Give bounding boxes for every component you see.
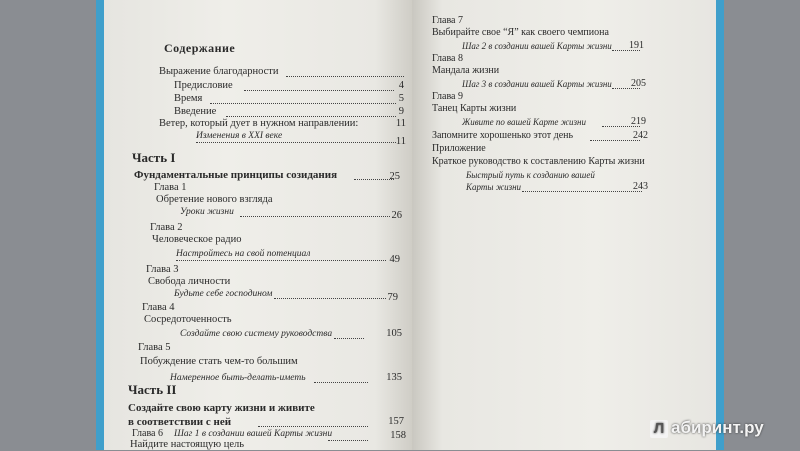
toc-entry: Запомните хорошенько этот день [432, 130, 574, 141]
chapter-label: Глава 7 [432, 15, 463, 26]
page-number: 5 [398, 93, 404, 104]
chapter-label: Глава 6 [132, 428, 163, 439]
chapter-title: Побуждение стать чем-то большим [140, 356, 298, 367]
chapter-subtitle: Шаг 3 в создании вашей Карты жизни [462, 79, 612, 89]
toc-entry: Ветер, который дует в нужном направлении: [159, 118, 359, 129]
chapter-title: Свобода личности [148, 276, 231, 287]
page-number: 49 [389, 254, 400, 265]
part-title: Фундаментальные принципы созидания [134, 169, 338, 181]
chapter-label: Глава 4 [142, 302, 175, 313]
part-label: Часть II [128, 382, 177, 397]
page-number: 135 [386, 372, 402, 383]
chapter-label: Глава 5 [138, 342, 171, 353]
page-number: 9 [398, 106, 404, 117]
chapter-title: Обретение нового взгляда [156, 194, 273, 205]
page-number: 158 [390, 430, 406, 441]
watermark [650, 418, 764, 438]
chapter-subtitle: Будьте себе господином [174, 289, 273, 299]
chapter-subtitle: Настройтесь на свой потенциал [176, 249, 311, 259]
chapter-subtitle: Шаг 2 в создании вашей Карты жизни [462, 41, 612, 51]
page-number: 105 [386, 328, 402, 339]
page-number: 157 [388, 416, 404, 427]
appendix-label: Приложение [432, 143, 486, 154]
part-title: в соответствии с ней [128, 416, 232, 428]
page-number: 242 [633, 130, 648, 141]
appendix-subtitle: Быстрый путь к созданию вашей [466, 170, 595, 180]
toc-subtitle: Изменения в XXI веке [196, 131, 283, 141]
chapter-label: Глава 9 [432, 91, 463, 102]
chapter-subtitle: Шаг 1 в создании вашей Карты жизни [174, 429, 333, 439]
chapter-title: Мандала жизни [432, 65, 500, 76]
toc-entry: Введение [174, 106, 217, 117]
chapter-label: Глава 1 [154, 182, 187, 193]
page-number: 79 [387, 292, 398, 303]
right-page [412, 0, 716, 450]
chapter-subtitle: Намеренное быть-делать-иметь [170, 373, 306, 383]
left-page [104, 0, 412, 450]
toc-title: Содержание [164, 41, 236, 55]
toc-entry: Предисловие [174, 80, 233, 91]
toc-entry: Время [174, 93, 203, 104]
page-number: 11 [395, 118, 406, 129]
appendix-title: Краткое руководство к составлению Карты жизни [432, 156, 645, 167]
chapter-title: Танец Карты жизни [432, 103, 517, 114]
page-number: 4 [398, 80, 404, 91]
page-number: 25 [389, 171, 400, 182]
chapter-subtitle: Создайте свою систему руководства [180, 329, 333, 339]
toc-entry: Выражение благодарности [159, 66, 279, 77]
chapter-label: Глава 8 [432, 53, 463, 64]
watermark-logo-icon: Л [650, 420, 668, 438]
part-title: Создайте свою карту жизни и живите [128, 402, 315, 414]
page-number: 205 [631, 78, 646, 89]
page-number: 243 [633, 181, 648, 192]
page-number: 219 [631, 116, 646, 127]
chapter-title: Найдите настоящую цель [130, 439, 245, 450]
chapter-title: Выбирайте свое “Я” как своего чемпиона [432, 27, 609, 38]
open-book [104, 0, 716, 450]
appendix-subtitle: Карты жизни [466, 182, 522, 192]
chapter-label: Глава 3 [146, 264, 179, 275]
watermark-text: абиринт.ру [671, 418, 764, 437]
page-number: 11 [395, 136, 406, 147]
chapter-title: Человеческое радио [152, 234, 242, 245]
page-number: 191 [629, 40, 644, 51]
chapter-label: Глава 2 [150, 222, 183, 233]
part-label: Часть I [132, 150, 176, 165]
chapter-title: Сосредоточенность [144, 314, 232, 325]
page-number: 26 [391, 210, 402, 221]
chapter-subtitle: Уроки жизни [180, 207, 234, 217]
chapter-subtitle: Живите по вашей Карте жизни [462, 117, 586, 127]
